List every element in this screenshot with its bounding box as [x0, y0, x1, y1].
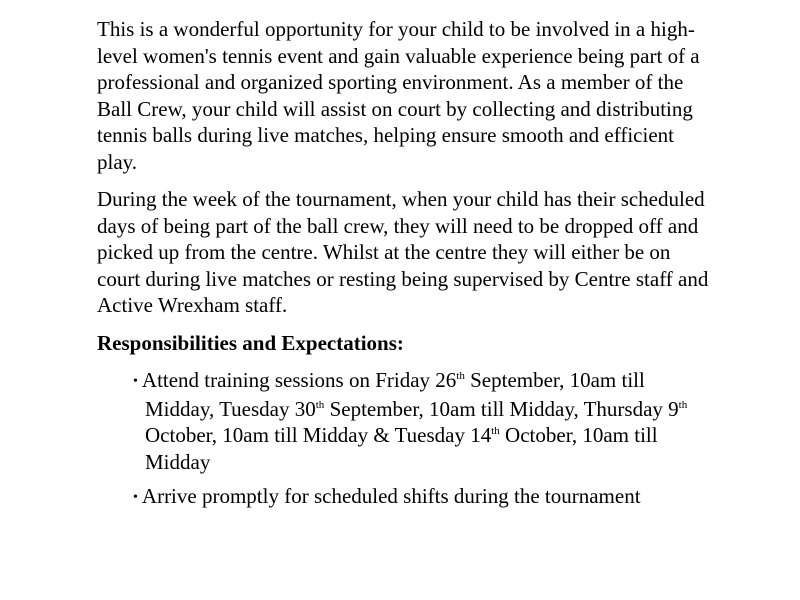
tournament-week-paragraph: During the week of the tournament, when your child has their scheduled days of being part of the ball crew, they will need to be dropped off and picked up from the centre. Whilst at the centre they will either be on court during live matches or resting being supervised by Centre staff and Active Wrexham staff. [97, 187, 709, 317]
bullet-marker: • [133, 490, 138, 505]
training-text-2: September, 10am till Midday, Tuesday 30 [145, 368, 645, 421]
training-text-5: October, 10am till Midday [145, 423, 658, 474]
ordinal-suffix: th [491, 425, 500, 437]
ordinal-suffix: th [315, 398, 325, 411]
training-text-3: September, 10am till Midday, Thursday 9 [324, 396, 679, 421]
arrive-text: Arrive promptly for scheduled shifts during the tournament [141, 484, 641, 508]
training-text-1: Attend training sessions on Friday 26 [141, 368, 457, 392]
ordinal-suffix: th [456, 370, 465, 382]
document-body [97, 16, 717, 520]
bullet-marker: • [133, 374, 138, 389]
intro-paragraph: This is a wonderful opportunity for your child to be involved in a high-level women's tennis event and gain valuable experience being part of a professional and organized sporting environment. As a member of the Ball Crew, your child will assist on court by collecting and distributing tennis balls during live matches, helping ensure smooth and efficient play. [97, 17, 700, 174]
bullet-training-sessions [121, 367, 717, 475]
responsibilities-heading: Responsibilities and Expectations: [97, 330, 404, 355]
ordinal-suffix: th [678, 398, 688, 411]
bullet-arrive-promptly [121, 483, 717, 512]
training-text-4: October, 10am till Midday & Tuesday 14 [145, 423, 492, 447]
